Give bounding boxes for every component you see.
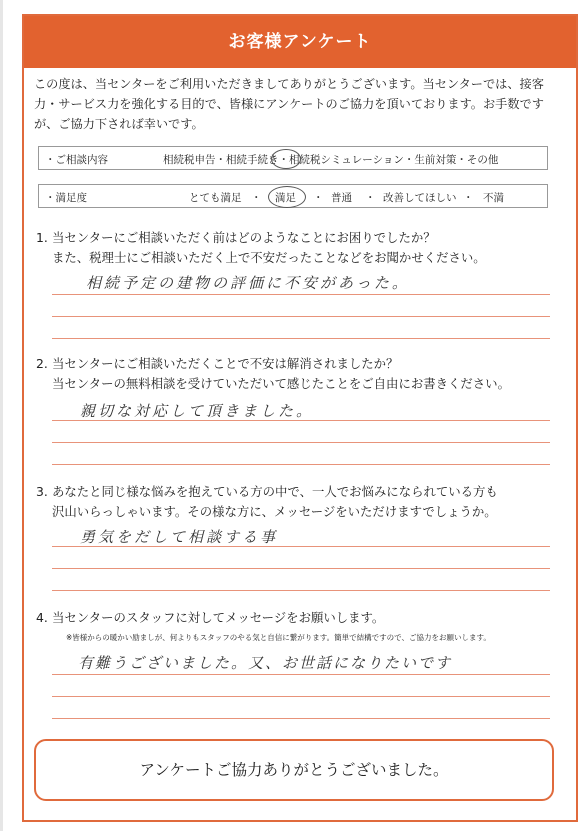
answer-line: [52, 718, 550, 719]
satisfaction-row: ・満足度 とても満足 ・ 満足 ・ 普通 ・ 改善してほしい ・ 不満: [38, 184, 548, 208]
answer-2: 親切な対応して頂きました。: [80, 402, 315, 420]
answer-line: [52, 590, 550, 591]
question-1: [36, 228, 566, 268]
question-text: 当センターのスタッフに対してメッセージをお願いします。: [52, 610, 385, 625]
satisfaction-option-5: 不満: [483, 192, 504, 204]
satisfaction-option-1: とても満足: [189, 192, 242, 204]
satisfaction-selection-mark: [268, 186, 306, 208]
answer-line: [52, 696, 550, 697]
satisfaction-option-2: 満足: [275, 192, 296, 204]
question-2: [36, 354, 566, 394]
question-text: 当センターにご相談いただく前はどのようなことにお困りでしたか？: [52, 230, 436, 245]
consult-type-row: [38, 146, 548, 170]
question-number: 2.: [36, 356, 48, 371]
answer-line: [52, 546, 550, 547]
answer-line: [52, 674, 550, 675]
answer-line: [52, 294, 550, 295]
satisfaction-label: ・満足度: [45, 192, 87, 204]
question-text-2: 当センターの無料相談を受けていただいて感じたことをご自由にお書きください。: [52, 376, 510, 391]
survey-title: お客様アンケート: [24, 16, 576, 68]
question-text: あなたと同じ様な悩みを抱えている方の中で、一人でお悩みになられている方も: [52, 484, 498, 499]
question-4: [36, 608, 566, 628]
question-text-2: 沢山いらっしゃいます。その様な方に、メッセージをいただけますでしょうか。: [52, 504, 497, 519]
satisfaction-option-3: 普通: [331, 192, 352, 204]
consult-selection-mark: [271, 149, 301, 169]
question-number: 3.: [36, 484, 48, 499]
question-text-2: また、税理士にご相談いただく上で不安だったことなどをお聞かせください。: [52, 250, 486, 265]
answer-1: 相続予定の建物の評価に不安があった。: [86, 274, 410, 292]
answer-4: 有難うございました。又、お世話になりたいです: [78, 654, 453, 672]
question-3: [36, 482, 566, 522]
question-number: 4.: [36, 610, 48, 625]
answer-3: 勇気をだして相談する事: [80, 528, 279, 546]
answer-line: [52, 464, 550, 465]
consult-type-options: 相続税申告・相続手続き・相続税シミュレーション・生前対策・その他: [163, 154, 499, 166]
question-number: 1.: [36, 230, 48, 245]
satisfaction-option-4: 改善してほしい: [383, 192, 457, 204]
answer-line: [52, 420, 550, 421]
thanks-message: アンケートご協力ありがとうございました。: [34, 739, 554, 801]
answer-line: [52, 338, 550, 339]
question-4-note: ※皆様からの暖かい励ましが、何よりもスタッフのやる気と自信に繋がります。簡単で結構ですので、ご協力をお願いします。: [66, 633, 491, 642]
survey-sheet: [22, 14, 578, 822]
question-text: 当センターにご相談いただくことで不安は解消されましたか？: [52, 356, 399, 371]
page-edge: [0, 0, 3, 831]
answer-line: [52, 568, 550, 569]
answer-line: [52, 442, 550, 443]
answer-line: [52, 316, 550, 317]
consult-type-label: ・ご相談内容: [45, 154, 108, 166]
intro-text: この度は、当センターをご利用いただきましてありがとうございます。当センターでは、接客力・サービス力を強化する目的で、皆様にアンケートのご協力を頂いております。お手数ですが、ご協力下されば幸いです。: [34, 77, 544, 131]
